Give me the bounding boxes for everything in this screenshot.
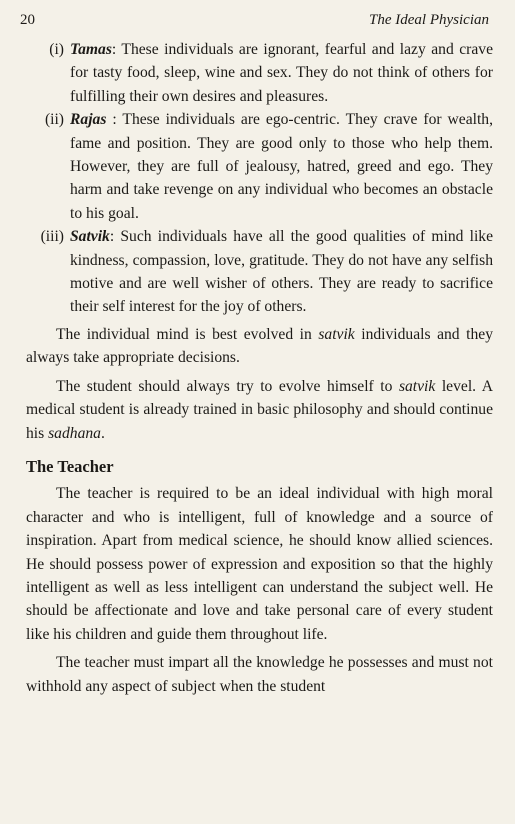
- paragraph-student: [26, 375, 493, 445]
- paragraph-text: level. A medical student is already trained in basic philosophy and should continue his: [26, 377, 493, 442]
- list-item-body: [70, 225, 493, 319]
- page-number: 20: [20, 12, 35, 28]
- term-tamas: Tamas: [70, 41, 112, 58]
- list-item-satvik: [26, 225, 493, 319]
- term-separator: :: [111, 41, 122, 58]
- term-separator: :: [109, 228, 121, 246]
- list-item-rajas: [26, 108, 493, 225]
- paragraph-text: The individual mind is best evolved in: [56, 325, 319, 343]
- running-title: The Ideal Physician: [369, 12, 489, 28]
- list-item-text: Such individuals have all the good qualities of mind like kindness, compassion, love, gratitude. They do not have any selfish motive and are well wisher of others. They are ready to sacrifice their self interest for the joy of others.: [70, 228, 493, 316]
- paragraph-teacher-1: The teacher is required to be an ideal individual with high moral character and who is intelligent, full of knowledge and a source of inspiration. Apart from medical science, he should know allied sciences. He should possess power of expression and exposition so that the highly intelligent as well as less intelligent can understand the subject well. He should be affectionate and love and take personal care of every student like his children and guide them throughout life.: [26, 485, 493, 643]
- term-rajas: Rajas: [70, 111, 107, 129]
- emphasis-satvik: satvik: [318, 325, 355, 343]
- paragraph-teacher-2: The teacher must impart all the knowledge he possesses and must not withhold any aspect of subject when the student: [26, 654, 493, 695]
- emphasis-sadhana: sadhana: [48, 424, 101, 442]
- list-item-body: [70, 108, 493, 225]
- list-item-text: These individuals are ego-centric. They crave for wealth, fame and position. They are good only to those who help them. However, they are full of jealousy, hatred, greed and ego. They harm and take revenge on any individual who becomes an obstacle to his goal.: [70, 111, 494, 222]
- paragraph-text: individuals and they always take appropriate decisions.: [26, 325, 493, 367]
- list-item-number: (i): [49, 41, 64, 58]
- paragraph-individual-mind: [26, 323, 493, 370]
- list-item-body: [70, 38, 493, 108]
- page-header: [20, 12, 489, 36]
- term-satvik: Satvik: [70, 228, 110, 246]
- paragraph-text: .: [100, 424, 105, 442]
- list-item-tamas: [26, 38, 493, 108]
- list-item-number: (ii): [44, 111, 64, 129]
- page-content: [26, 38, 493, 698]
- term-separator: :: [106, 111, 123, 129]
- section-heading-teacher: The Teacher: [26, 456, 114, 476]
- emphasis-satvik: satvik: [398, 377, 436, 395]
- paragraph-text: The student should always try to evolve himself to: [56, 377, 399, 395]
- list-item-text: These individuals are ignorant, fearful and lazy and crave for tasty food, sleep, wine and sex. They do not think of others for fulfilling their own desires and pleasures.: [70, 41, 493, 105]
- list-item-number: (iii): [40, 228, 64, 246]
